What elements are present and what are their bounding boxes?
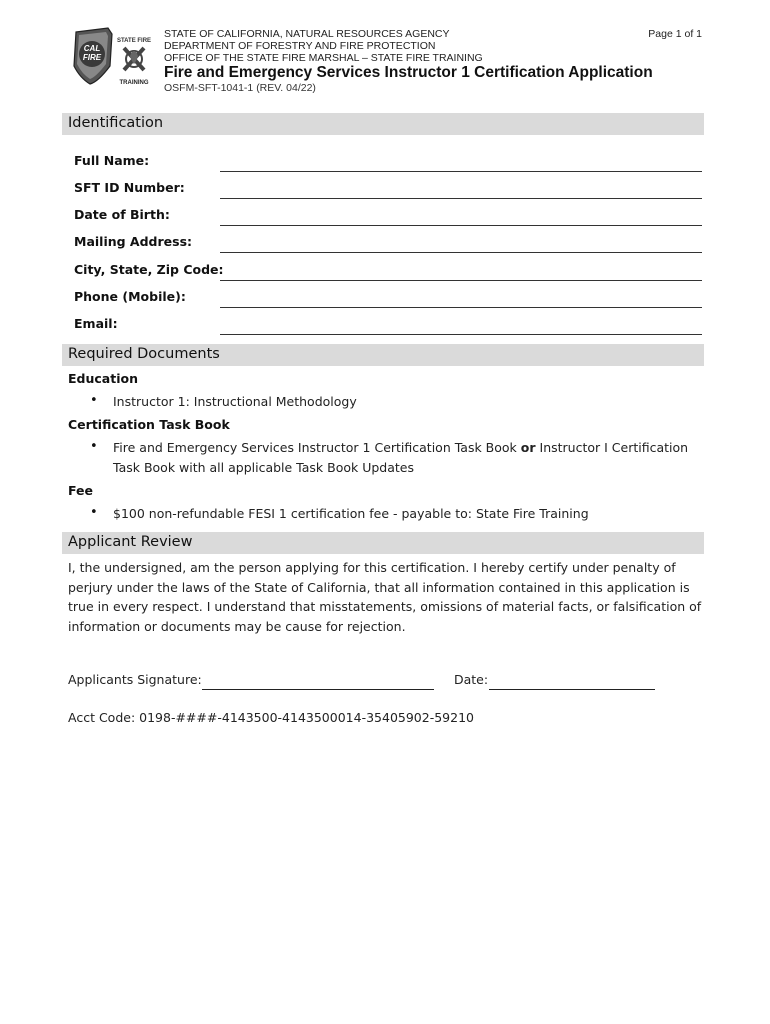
acct-code: Acct Code: 0198-####-4143500-4143500014-35405902-59210 bbox=[68, 710, 474, 725]
date-of-birth-field[interactable] bbox=[74, 206, 702, 226]
fee-heading: Fee bbox=[68, 483, 93, 498]
task-book-item: Fire and Emergency Services Instructor 1 Certification Task Book or Instructor I Certification Task Book with all applicable Task Book Updates bbox=[113, 440, 689, 475]
signature-label: Applicants Signature: bbox=[68, 672, 202, 687]
agency-line-2: DEPARTMENT OF FORESTRY AND FIRE PROTECTION bbox=[164, 40, 436, 52]
date-field[interactable] bbox=[489, 689, 655, 690]
education-heading: Education bbox=[68, 371, 138, 386]
page-indicator: Page 1 of 1 bbox=[648, 28, 702, 40]
sft-id-label: SFT ID Number: bbox=[74, 180, 185, 195]
certification-statement: I, the undersigned, am the person applying for this certification. I hereby certify under penalty of perjury under the laws of the State of California, that all information contained in this application is true in every respect. I understand that misstatements, omissions of material facts, or falsification of information or documents may be cause for rejection. bbox=[68, 560, 702, 634]
agency-line-1: STATE OF CALIFORNIA, NATURAL RESOURCES AGENCY bbox=[164, 28, 450, 40]
phone-mobile-input-line[interactable] bbox=[220, 307, 702, 308]
email-field[interactable] bbox=[74, 315, 702, 335]
sft-id-input-line[interactable] bbox=[220, 198, 702, 199]
city-state-zip-label: City, State, Zip Code: bbox=[74, 262, 224, 277]
fee-item: $100 non-refundable FESI 1 certification fee - payable to: State Fire Training bbox=[113, 506, 589, 521]
bullet-icon: • bbox=[90, 393, 98, 408]
city-state-zip-field[interactable] bbox=[74, 261, 702, 281]
email-label: Email: bbox=[74, 316, 118, 331]
full-name-input-line[interactable] bbox=[220, 171, 702, 172]
phone-mobile-field[interactable] bbox=[74, 288, 702, 308]
agency-line-3: OFFICE OF THE STATE FIRE MARSHAL – STATE FIRE TRAINING bbox=[164, 52, 483, 64]
applicant-review-section-bar bbox=[62, 532, 704, 554]
task-book-heading: Certification Task Book bbox=[68, 417, 230, 432]
sft-id-field[interactable] bbox=[74, 179, 702, 199]
phone-mobile-label: Phone (Mobile): bbox=[74, 289, 186, 304]
bullet-icon: • bbox=[90, 505, 98, 520]
signature-field[interactable] bbox=[202, 689, 434, 690]
mailing-address-input-line[interactable] bbox=[220, 252, 702, 253]
svg-text:STATE FIRE: STATE FIRE bbox=[116, 38, 152, 44]
svg-text:TRAINING: TRAINING bbox=[119, 80, 149, 86]
applicant-review-heading: Applicant Review bbox=[68, 534, 193, 550]
mailing-address-label: Mailing Address: bbox=[74, 234, 193, 249]
email-input-line[interactable] bbox=[220, 334, 702, 335]
date-label: Date: bbox=[454, 672, 489, 687]
education-item: Instructor 1: Instructional Methodology bbox=[113, 394, 357, 409]
date-of-birth-input-line[interactable] bbox=[220, 225, 702, 226]
cal-fire-logo-icon bbox=[74, 28, 112, 84]
identification-heading: Identification bbox=[68, 115, 164, 131]
form-title: Fire and Emergency Services Instructor 1 Certification Application bbox=[164, 64, 653, 81]
identification-section-bar bbox=[62, 113, 704, 135]
full-name-label: Full Name: bbox=[74, 153, 150, 168]
svg-text:CAL: CAL bbox=[83, 44, 101, 53]
state-fire-training-logo-icon bbox=[117, 38, 151, 86]
mailing-address-field[interactable] bbox=[74, 233, 702, 253]
full-name-field[interactable] bbox=[74, 152, 702, 172]
city-state-zip-input-line[interactable] bbox=[220, 280, 702, 281]
bullet-icon: • bbox=[90, 439, 98, 454]
svg-text:FIRE: FIRE bbox=[82, 53, 102, 62]
date-of-birth-label: Date of Birth: bbox=[74, 207, 170, 222]
form-number: OSFM-SFT-1041-1 (REV. 04/22) bbox=[164, 82, 316, 94]
agency-logos bbox=[72, 26, 158, 90]
required-documents-heading: Required Documents bbox=[68, 346, 220, 362]
required-documents-section-bar bbox=[62, 344, 704, 366]
